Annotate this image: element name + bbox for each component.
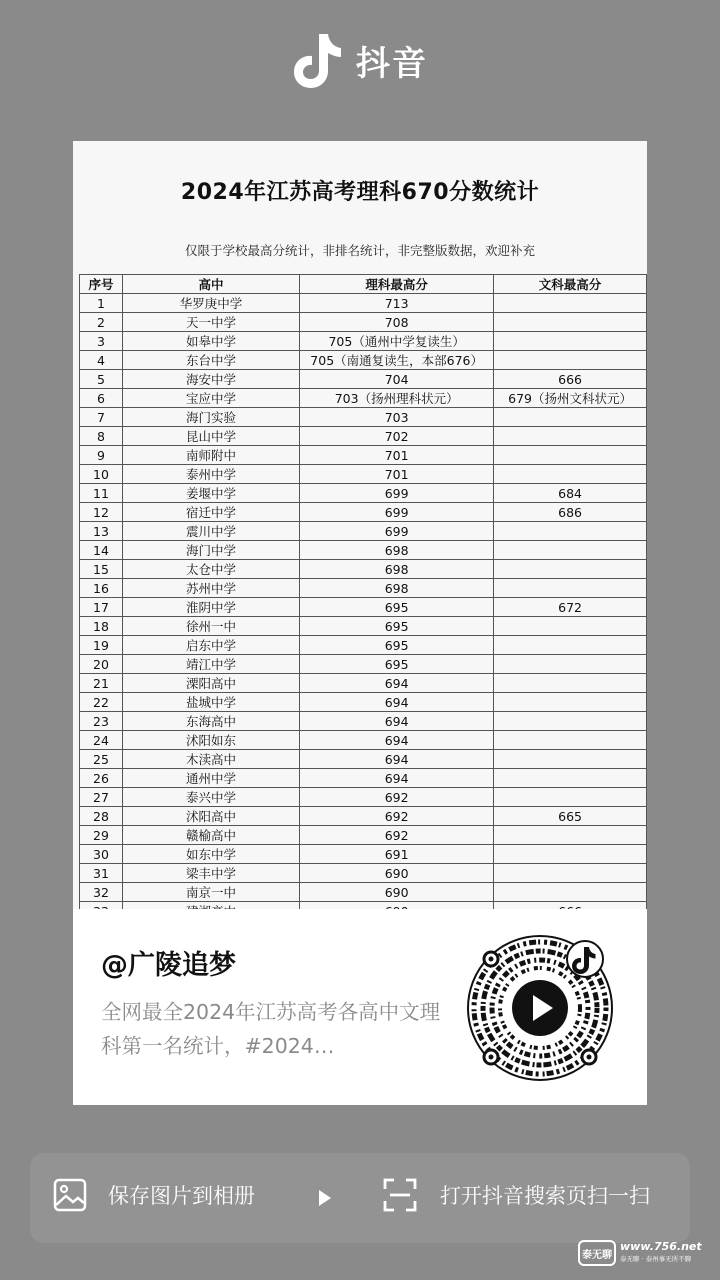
cell-no: 1 <box>80 294 123 313</box>
table-row <box>80 427 647 446</box>
table-row <box>80 807 647 826</box>
cell-arts-score <box>494 655 647 674</box>
cell-arts-score <box>494 883 647 902</box>
watermark-url: www.756.net <box>620 1240 702 1253</box>
table-row <box>80 408 647 427</box>
table-row <box>80 674 647 693</box>
table-row <box>80 655 647 674</box>
cell-arts-score <box>494 769 647 788</box>
cell-school: 如皋中学 <box>122 332 299 351</box>
cell-science-score: 695 <box>300 655 494 674</box>
cell-arts-score: 684 <box>494 484 647 503</box>
cell-no: 23 <box>80 712 123 731</box>
cell-school: 如东中学 <box>122 845 299 864</box>
cell-school: 宝应中学 <box>122 389 299 408</box>
table-row <box>80 313 647 332</box>
cell-arts-score <box>494 560 647 579</box>
cell-arts-score <box>494 465 647 484</box>
cell-arts-score <box>494 826 647 845</box>
cell-science-score: 698 <box>300 579 494 598</box>
play-triangle-icon <box>318 1189 332 1207</box>
cell-science-score: 702 <box>300 427 494 446</box>
cell-science-score: 694 <box>300 712 494 731</box>
cell-science-score: 690 <box>300 864 494 883</box>
cell-no: 15 <box>80 560 123 579</box>
header-arts: 文科最高分 <box>494 275 647 294</box>
table-row <box>80 522 647 541</box>
cell-no: 11 <box>80 484 123 503</box>
cell-school: 梁丰中学 <box>122 864 299 883</box>
cell-no: 4 <box>80 351 123 370</box>
cell-science-score: 703 <box>300 408 494 427</box>
cell-school: 靖江中学 <box>122 655 299 674</box>
cell-arts-score <box>494 788 647 807</box>
cell-science-score: 695 <box>300 617 494 636</box>
table-row <box>80 332 647 351</box>
cell-no: 14 <box>80 541 123 560</box>
cell-science-score: 694 <box>300 674 494 693</box>
table-row <box>80 636 647 655</box>
cell-no: 13 <box>80 522 123 541</box>
cell-science-score: 703（扬州理科状元） <box>300 389 494 408</box>
cell-no: 20 <box>80 655 123 674</box>
cell-no: 31 <box>80 864 123 883</box>
cell-science-score: 698 <box>300 541 494 560</box>
table-row <box>80 788 647 807</box>
cell-no: 25 <box>80 750 123 769</box>
cell-no: 24 <box>80 731 123 750</box>
header-no: 序号 <box>80 275 123 294</box>
image-icon <box>52 1177 88 1213</box>
document-subtitle: 仅限于学校最高分统计，非排名统计，非完整版数据，欢迎补充 <box>184 243 535 258</box>
table-row <box>80 541 647 560</box>
cell-school: 赣榆高中 <box>122 826 299 845</box>
cell-science-score: 692 <box>300 807 494 826</box>
table-row <box>80 579 647 598</box>
cell-no: 21 <box>80 674 123 693</box>
cell-arts-score: 666 <box>494 370 647 389</box>
cell-science-score: 699 <box>300 484 494 503</box>
qr-code <box>465 933 615 1083</box>
cell-science-score: 708 <box>300 313 494 332</box>
cell-no: 29 <box>80 826 123 845</box>
cell-no: 18 <box>80 617 123 636</box>
cell-no: 10 <box>80 465 123 484</box>
cell-no: 6 <box>80 389 123 408</box>
table-row <box>80 598 647 617</box>
cell-arts-score <box>494 845 647 864</box>
table-row <box>80 712 647 731</box>
cell-arts-score <box>494 351 647 370</box>
cell-school: 华罗庚中学 <box>122 294 299 313</box>
cell-school: 宿迁中学 <box>122 503 299 522</box>
cell-school: 昆山中学 <box>122 427 299 446</box>
cell-arts-score <box>494 693 647 712</box>
cell-arts-score <box>494 712 647 731</box>
post-info <box>73 909 647 1105</box>
cell-school: 淮阴中学 <box>122 598 299 617</box>
table-row <box>80 294 647 313</box>
watermark-badge: 泰无聊 <box>578 1240 616 1266</box>
save-label: 保存图片到相册 <box>108 1184 255 1208</box>
author-name: @广陵追梦 <box>101 950 236 981</box>
table-row <box>80 484 647 503</box>
cell-arts-score <box>494 332 647 351</box>
post-description: 全网最全2024年江苏高考各高中文理科第一名统计，#2024… <box>101 1000 441 1058</box>
cell-science-score: 705（南通复读生，本部676） <box>300 351 494 370</box>
cell-arts-score: 679（扬州文科状元） <box>494 389 647 408</box>
table-row <box>80 465 647 484</box>
cell-science-score: 698 <box>300 560 494 579</box>
cell-school: 南师附中 <box>122 446 299 465</box>
cell-school: 天一中学 <box>122 313 299 332</box>
cell-no: 30 <box>80 845 123 864</box>
cell-school: 海门实验 <box>122 408 299 427</box>
cell-school: 海门中学 <box>122 541 299 560</box>
cell-science-score: 694 <box>300 750 494 769</box>
cell-no: 28 <box>80 807 123 826</box>
table-row <box>80 693 647 712</box>
table-row <box>80 883 647 902</box>
cell-no: 17 <box>80 598 123 617</box>
cell-no: 8 <box>80 427 123 446</box>
cell-science-score: 691 <box>300 845 494 864</box>
document-image <box>73 141 647 909</box>
cell-arts-score <box>494 522 647 541</box>
cell-school: 南京一中 <box>122 883 299 902</box>
cell-science-score: 692 <box>300 826 494 845</box>
cell-arts-score <box>494 636 647 655</box>
cell-science-score: 694 <box>300 693 494 712</box>
cell-no: 26 <box>80 769 123 788</box>
table-body <box>80 294 647 921</box>
cell-school: 启东中学 <box>122 636 299 655</box>
cell-school: 盐城中学 <box>122 693 299 712</box>
site-watermark <box>578 1236 714 1270</box>
cell-school: 沭阳高中 <box>122 807 299 826</box>
cell-no: 9 <box>80 446 123 465</box>
brand-name: 抖音 <box>356 43 428 84</box>
cell-school: 木渎高中 <box>122 750 299 769</box>
table-row <box>80 826 647 845</box>
cell-arts-score: 665 <box>494 807 647 826</box>
cell-school: 徐州一中 <box>122 617 299 636</box>
table-row <box>80 617 647 636</box>
cell-science-score: 699 <box>300 503 494 522</box>
table-row <box>80 769 647 788</box>
cell-science-score: 699 <box>300 522 494 541</box>
cell-no: 3 <box>80 332 123 351</box>
cell-no: 7 <box>80 408 123 427</box>
tiktok-note-icon <box>292 30 344 90</box>
cell-arts-score <box>494 313 647 332</box>
table-header-row <box>80 275 647 294</box>
cell-arts-score <box>494 427 647 446</box>
header-science: 理科最高分 <box>300 275 494 294</box>
cell-arts-score <box>494 446 647 465</box>
table-row <box>80 446 647 465</box>
cell-no: 22 <box>80 693 123 712</box>
cell-science-score: 713 <box>300 294 494 313</box>
cell-school: 泰州中学 <box>122 465 299 484</box>
watermark-slogan: 泰无聊 · 泰州事无所不聊 <box>620 1255 692 1263</box>
table-row <box>80 389 647 408</box>
cell-arts-score: 686 <box>494 503 647 522</box>
table-row <box>80 560 647 579</box>
cell-no: 5 <box>80 370 123 389</box>
cell-science-score: 695 <box>300 636 494 655</box>
table-row <box>80 864 647 883</box>
document-title: 2024年江苏高考理科670分数统计 <box>180 180 540 205</box>
cell-school: 东海高中 <box>122 712 299 731</box>
cell-school: 苏州中学 <box>122 579 299 598</box>
table-row <box>80 370 647 389</box>
cell-school: 太仓中学 <box>122 560 299 579</box>
cell-school: 沭阳如东 <box>122 731 299 750</box>
scan-label: 打开抖音搜索页扫一扫 <box>440 1184 650 1208</box>
cell-arts-score: 672 <box>494 598 647 617</box>
cell-science-score: 695 <box>300 598 494 617</box>
cell-no: 27 <box>80 788 123 807</box>
cell-school: 海安中学 <box>122 370 299 389</box>
scan-in-douyin-button[interactable] <box>382 1177 650 1213</box>
table-row <box>80 351 647 370</box>
cell-arts-score <box>494 579 647 598</box>
save-to-album-button[interactable] <box>52 1177 255 1213</box>
cell-science-score: 701 <box>300 446 494 465</box>
cell-arts-score <box>494 541 647 560</box>
score-table <box>79 274 647 921</box>
cell-science-score: 694 <box>300 769 494 788</box>
cell-school: 泰兴中学 <box>122 788 299 807</box>
cell-science-score: 694 <box>300 731 494 750</box>
cell-arts-score <box>494 864 647 883</box>
table-row <box>80 750 647 769</box>
cell-school: 姜堰中学 <box>122 484 299 503</box>
share-card <box>73 141 647 1105</box>
cell-arts-score <box>494 408 647 427</box>
table-row <box>80 731 647 750</box>
cell-arts-score <box>494 731 647 750</box>
header-school: 高中 <box>122 275 299 294</box>
cell-school: 东台中学 <box>122 351 299 370</box>
cell-science-score: 705（通州中学复读生） <box>300 332 494 351</box>
cell-no: 2 <box>80 313 123 332</box>
scan-icon <box>382 1177 418 1213</box>
cell-no: 12 <box>80 503 123 522</box>
bottom-action-bar <box>30 1153 690 1243</box>
table-row <box>80 503 647 522</box>
cell-school: 震川中学 <box>122 522 299 541</box>
cell-school: 溧阳高中 <box>122 674 299 693</box>
cell-science-score: 704 <box>300 370 494 389</box>
cell-arts-score <box>494 674 647 693</box>
cell-science-score: 701 <box>300 465 494 484</box>
cell-science-score: 690 <box>300 883 494 902</box>
cell-no: 19 <box>80 636 123 655</box>
cell-arts-score <box>494 750 647 769</box>
cell-school: 通州中学 <box>122 769 299 788</box>
cell-no: 16 <box>80 579 123 598</box>
cell-no: 32 <box>80 883 123 902</box>
cell-arts-score <box>494 294 647 313</box>
douyin-brand <box>0 28 720 92</box>
table-row <box>80 845 647 864</box>
cell-arts-score <box>494 617 647 636</box>
cell-science-score: 692 <box>300 788 494 807</box>
